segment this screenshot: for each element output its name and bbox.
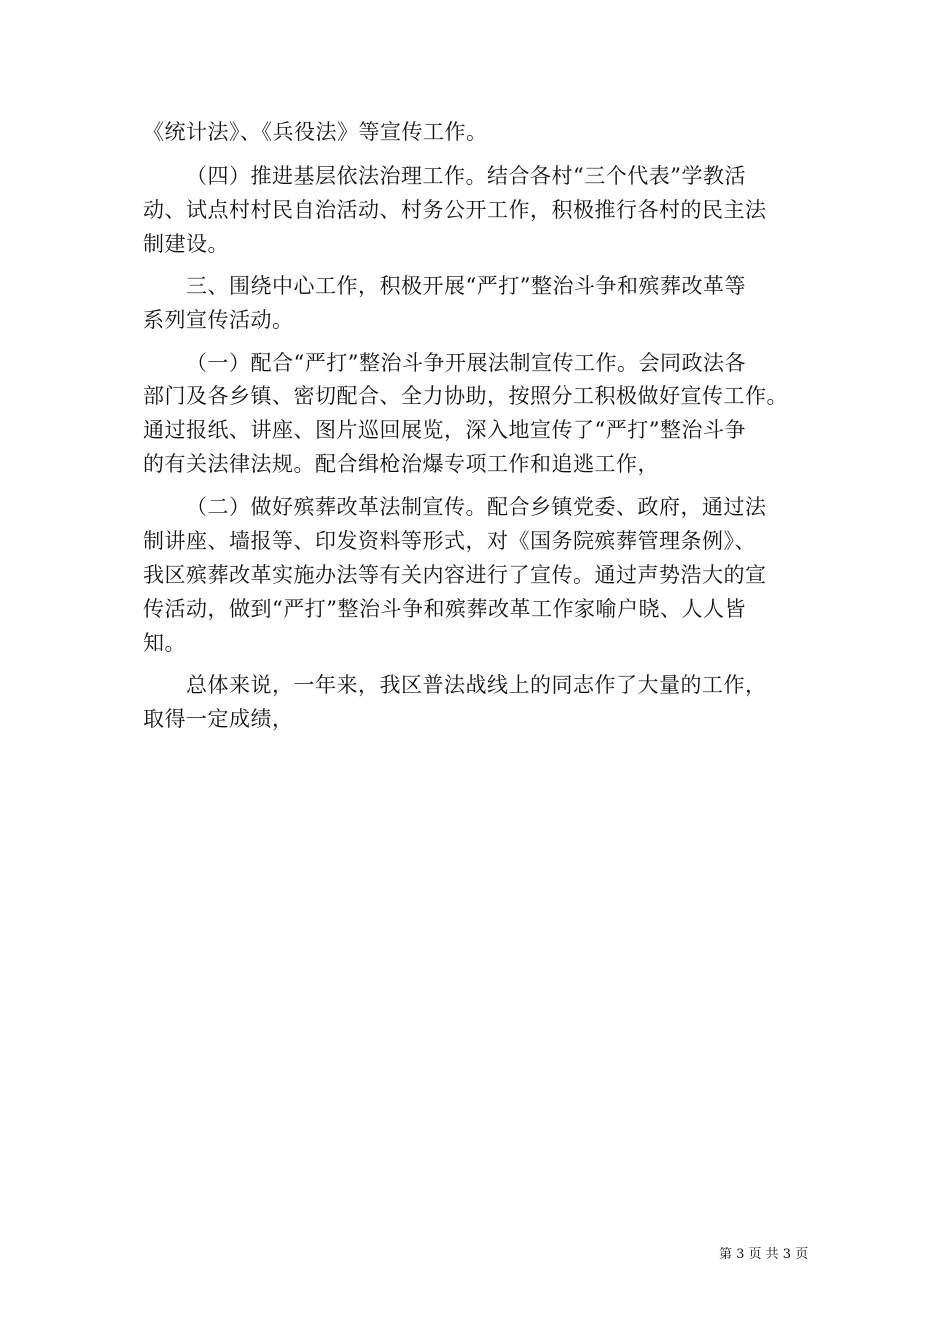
text-line: 的有关法律法规。配合缉枪治爆专项工作和追逃工作， [143, 452, 659, 476]
text-line: 制讲座、墙报等、印发资料等形式，对《国务院殡葬管理条例》、 [143, 529, 756, 553]
text-line: （四）推进基层依法治理工作。结合各村“三个代表”学教活 [186, 164, 746, 188]
text-line: 《统计法》、《兵役法》等宣传工作。 [143, 120, 488, 144]
text-line: （一）配合“严打”整治斗争开展法制宣传工作。会同政法各 [186, 351, 746, 375]
text-line: 部门及各乡镇、密切配合、全力协助，按照分工积极做好宣传工作。 [143, 384, 788, 408]
text-line: 通过报纸、讲座、图片巡回展览，深入地宣传了“严打”整治斗争 [143, 418, 746, 442]
text-line: 传活动，做到“严打”整治斗争和殡葬改革工作家喻户晓、人人皆 [143, 597, 746, 621]
text-line: 系列宣传活动。 [143, 308, 294, 332]
text-line: 取得一定成绩， [143, 707, 294, 731]
text-line: （二）做好殡葬改革法制宣传。配合乡镇党委、政府，通过法 [186, 495, 767, 519]
text-line: 动、试点村村民自治活动、村务公开工作，积极推行各村的民主法 [143, 198, 767, 222]
text-line: 我区殡葬改革实施办法等有关内容进行了宣传。通过声势浩大的宣 [143, 563, 767, 587]
text-line: 知。 [143, 631, 186, 655]
text-line: 制建设。 [143, 232, 229, 256]
page-number: 第 3 页 共 3 页 [719, 1247, 809, 1262]
text-line: 总体来说，一年来，我区普法战线上的同志作了大量的工作， [186, 673, 767, 697]
text-line: 三、围绕中心工作，积极开展“严打”整治斗争和殡葬改革等 [186, 274, 746, 298]
